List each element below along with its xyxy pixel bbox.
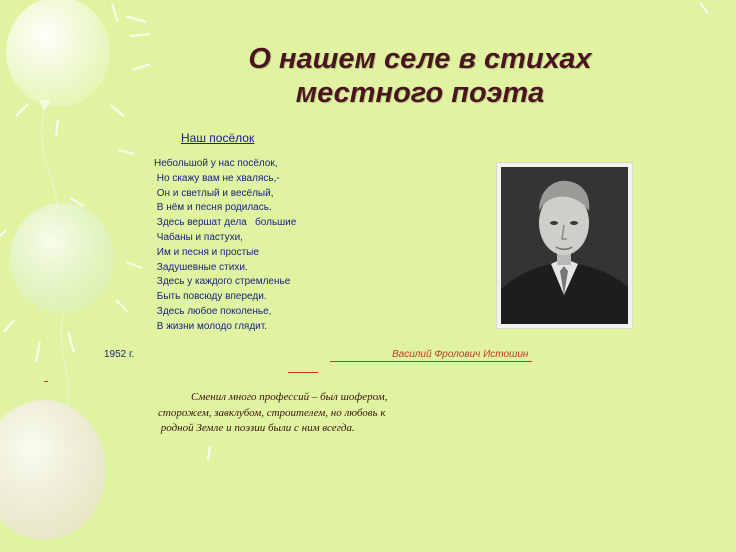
bio-line: родной Земле и поэзии были с ним всегда.	[158, 422, 355, 434]
poem-line: В жизни молодо глядит.	[154, 320, 268, 332]
poem-line: Но скажу вам не хвалясь,-	[154, 172, 280, 184]
poem-year: 1952 г.	[104, 349, 135, 360]
poem-line: В нём и песня родилась.	[154, 202, 272, 214]
poem-line: Быть повсюду впереди.	[154, 291, 267, 303]
title-line-2: местного поэта	[295, 77, 545, 109]
portrait-image	[501, 167, 628, 324]
poem-line: Чабаны и пастухи,	[154, 231, 243, 243]
poem-line: Небольшой у нас посёлок,	[154, 158, 278, 169]
bio-line: Сменил много профессий – был шофером,	[158, 391, 388, 403]
title-line-1: О нашем селе в стихах	[248, 43, 592, 75]
poem-line: Здесь у каждого стремленье	[154, 276, 291, 288]
poem-line: Здесь любое поколенье,	[154, 305, 272, 317]
poem-title: Наш посёлок	[181, 131, 255, 145]
bio-line: сторожем, завклубом, строителем, но любовь к	[158, 406, 386, 419]
poem-line: Здесь вершат дела большие	[154, 217, 297, 229]
author-name: Василий Фролович Истошин	[330, 349, 532, 362]
author-portrait-photo	[497, 163, 632, 328]
divider-line	[288, 372, 318, 373]
poem-line: Он и светлый и весёлый,	[154, 187, 274, 199]
poem-line: Задушевные стихи.	[154, 261, 248, 273]
poem-text	[154, 157, 296, 335]
divider-dash	[44, 381, 48, 382]
page-title	[200, 42, 640, 110]
author-biography	[158, 390, 448, 437]
poem-line: Им и песня и простые	[154, 246, 259, 258]
